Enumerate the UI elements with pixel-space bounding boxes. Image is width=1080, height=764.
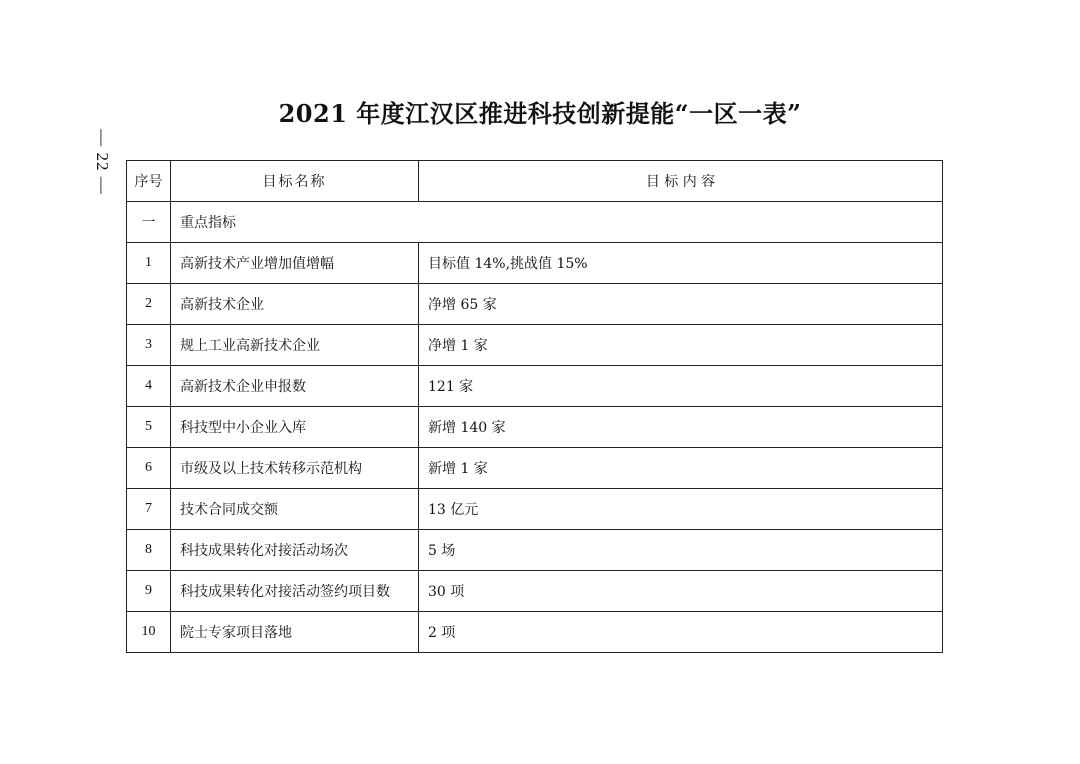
row-target-content: 新增 140 家 bbox=[419, 407, 943, 448]
table-row bbox=[127, 366, 943, 407]
table-row bbox=[127, 243, 943, 284]
row-target-name: 院士专家项目落地 bbox=[171, 612, 419, 653]
row-serial: 10 bbox=[127, 612, 171, 653]
row-serial: 6 bbox=[127, 448, 171, 489]
header-serial: 序号 bbox=[127, 161, 171, 202]
page-title: 2021 年度江汉区推进科技创新提能“一区一表” bbox=[278, 99, 802, 128]
row-target-content: 目标值 14%,挑战值 15% bbox=[419, 243, 943, 284]
row-target-content: 13 亿元 bbox=[419, 489, 943, 530]
row-target-content: 净增 65 家 bbox=[419, 284, 943, 325]
row-target-name: 规上工业高新技术企业 bbox=[171, 325, 419, 366]
row-target-content: 5 场 bbox=[419, 530, 943, 571]
table-row bbox=[127, 284, 943, 325]
table-header-row bbox=[127, 161, 943, 202]
page-number-text: — 22 — bbox=[93, 129, 112, 195]
row-serial: 4 bbox=[127, 366, 171, 407]
row-target-name: 高新技术产业增加值增幅 bbox=[171, 243, 419, 284]
row-serial: 9 bbox=[127, 571, 171, 612]
row-target-content: 新增 1 家 bbox=[419, 448, 943, 489]
row-target-name: 高新技术企业申报数 bbox=[171, 366, 419, 407]
table-row bbox=[127, 571, 943, 612]
page-number bbox=[88, 124, 116, 200]
targets-table bbox=[126, 160, 943, 653]
row-target-name: 高新技术企业 bbox=[171, 284, 419, 325]
section-row bbox=[127, 202, 943, 243]
header-target-content: 目 标 内 容 bbox=[419, 161, 943, 202]
table-row bbox=[127, 530, 943, 571]
table-row bbox=[127, 489, 943, 530]
row-target-content: 净增 1 家 bbox=[419, 325, 943, 366]
row-target-name: 技术合同成交额 bbox=[171, 489, 419, 530]
row-target-name: 市级及以上技术转移示范机构 bbox=[171, 448, 419, 489]
row-target-name: 科技型中小企业入库 bbox=[171, 407, 419, 448]
row-serial: 2 bbox=[127, 284, 171, 325]
row-target-content: 2 项 bbox=[419, 612, 943, 653]
header-target-name: 目标名称 bbox=[171, 161, 419, 202]
table-row bbox=[127, 612, 943, 653]
row-serial: 5 bbox=[127, 407, 171, 448]
table-row bbox=[127, 407, 943, 448]
row-serial: 1 bbox=[127, 243, 171, 284]
table-row bbox=[127, 325, 943, 366]
row-serial: 8 bbox=[127, 530, 171, 571]
section-label: 重点指标 bbox=[171, 202, 943, 243]
row-serial: 3 bbox=[127, 325, 171, 366]
row-target-name: 科技成果转化对接活动签约项目数 bbox=[171, 571, 419, 612]
row-target-content: 121 家 bbox=[419, 366, 943, 407]
table-row bbox=[127, 448, 943, 489]
row-target-content: 30 项 bbox=[419, 571, 943, 612]
row-target-name: 科技成果转化对接活动场次 bbox=[171, 530, 419, 571]
section-serial: 一 bbox=[127, 202, 171, 243]
row-serial: 7 bbox=[127, 489, 171, 530]
